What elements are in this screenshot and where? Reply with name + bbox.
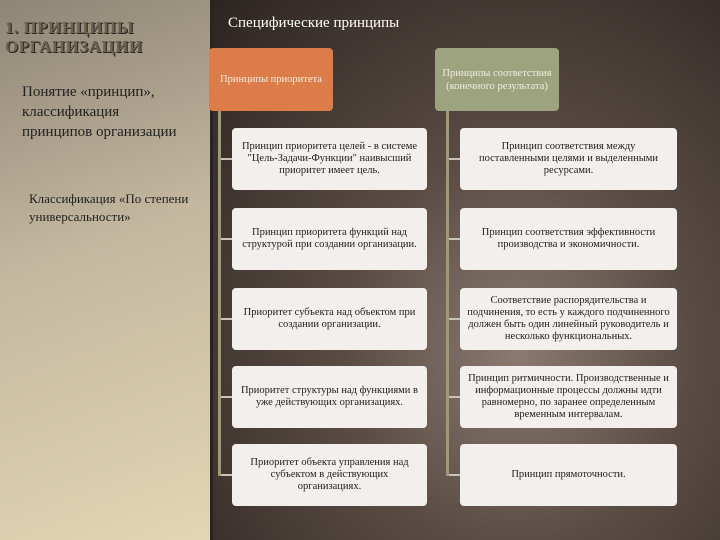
conformity-header: Принципы соответствия (конечного результата) <box>435 48 559 111</box>
connector-line <box>221 238 232 240</box>
priority-header: Принципы приоритета <box>209 48 333 111</box>
priority-item: Принцип приоритета функций над структурой при создании организации. <box>232 208 427 270</box>
connector-line <box>449 238 460 240</box>
conformity-item: Принцип прямоточности. <box>460 444 677 506</box>
connector-line <box>221 158 232 160</box>
conformity-item: Принцип соответствия эффективности производства и экономичности. <box>460 208 677 270</box>
connector-line <box>221 396 232 398</box>
connector-line <box>449 474 460 476</box>
conformity-item: Соответствие распорядительства и подчинения, то есть у каждого подчиненного должен быть один линейный руководитель и несколько функциональных. <box>460 288 677 350</box>
concept-text: Понятие «принцип», классификация принципов организации <box>22 84 177 140</box>
priority-item: Принцип приоритета целей - в системе "Цель-Задачи-Функции" наивысший приоритет имеет цель. <box>232 128 427 190</box>
classification-text: Классификация «По степени универсальности» <box>29 191 189 224</box>
slide-title: 1. ПРИНЦИПЫ ОРГАНИЗАЦИИ <box>5 18 143 56</box>
connector-line <box>221 318 232 320</box>
priority-item: Приоритет объекта управления над субъектом в действующих организациях. <box>232 444 427 506</box>
connector-line <box>449 158 460 160</box>
connector-line <box>449 318 460 320</box>
connector-line <box>221 474 232 476</box>
priority-item: Приоритет структуры над функциями в уже действующих организациях. <box>232 366 427 428</box>
conformity-item: Принцип соответствия между поставленными целями и выделенными ресурсами. <box>460 128 677 190</box>
conformity-connector <box>446 111 449 476</box>
connector-line <box>449 396 460 398</box>
subtitle: Специфические принципы <box>228 15 400 31</box>
conformity-item: Принцип ритмичности. Производственные и информационные процессы должны идти равномерно, по заранее определенным временным интервалам. <box>460 366 677 428</box>
left-panel <box>0 0 210 540</box>
priority-connector <box>218 111 221 476</box>
priority-item: Приоритет субъекта над объектом при создании организации. <box>232 288 427 350</box>
